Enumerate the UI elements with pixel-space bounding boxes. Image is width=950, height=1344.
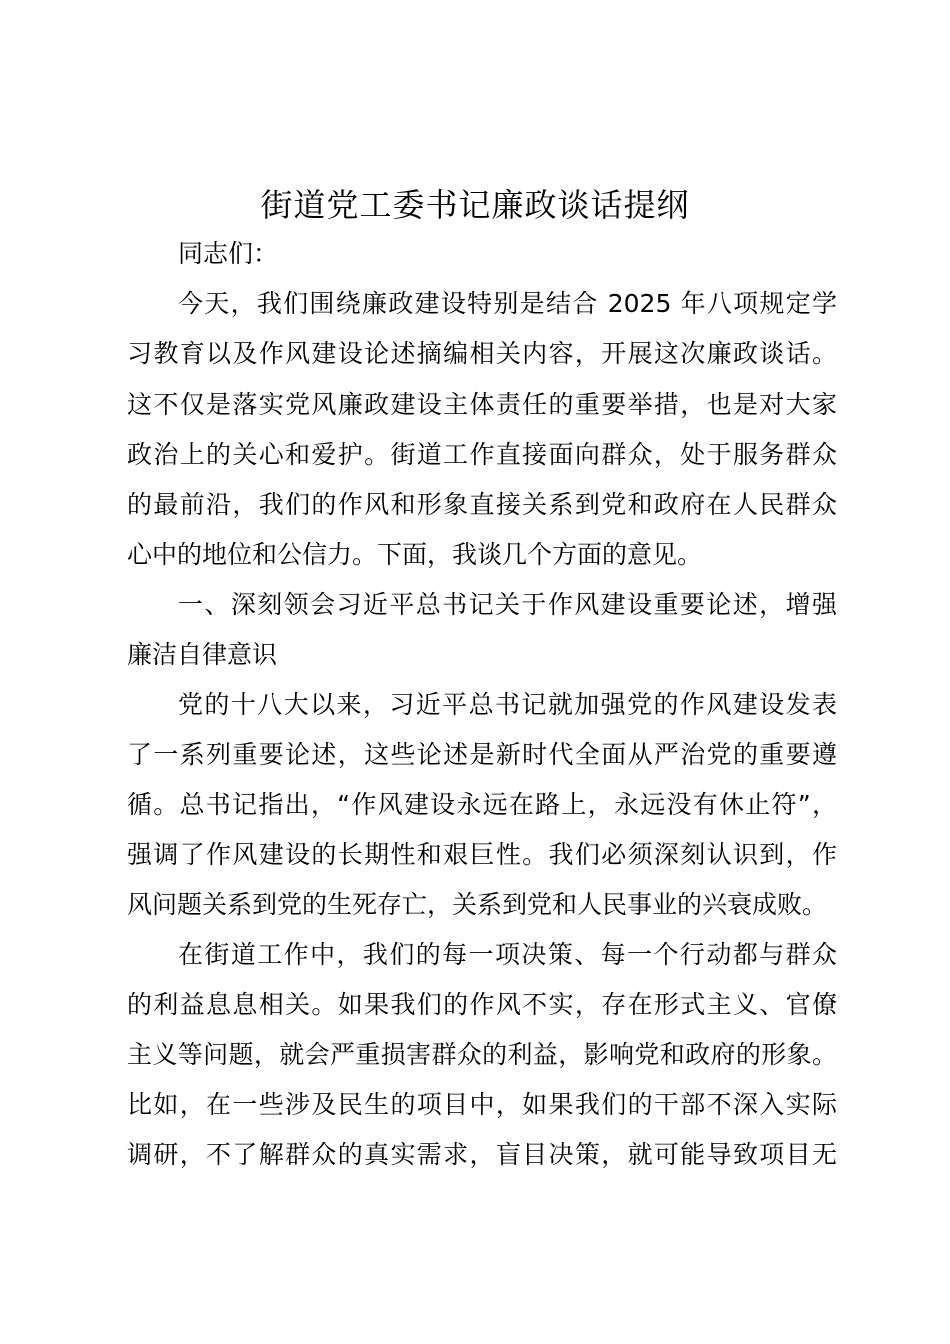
paragraph-line: 循。总书记指出，“作风建设永远在路上，永远没有休止符”，: [127, 790, 837, 819]
paragraph-line: 调研，不了解群众的真实需求，盲目决策，就可能导致项目无: [127, 1140, 837, 1169]
paragraph-line: 今天，我们围绕廉政建设特别是结合 2025 年八项规定学: [178, 289, 837, 318]
paragraph-line: 强调了作风建设的长期性和艰巨性。我们必须深刻认识到，作: [127, 840, 837, 869]
paragraph-line: 风问题关系到党的生死存亡，关系到党和人民事业的兴衰成败。: [127, 890, 828, 919]
paragraph-line: 的最前沿，我们的作风和形象直接关系到党和政府在人民群众: [127, 490, 837, 519]
document-title: 街道党工委书记廉政谈话提纲: [260, 186, 690, 224]
paragraph-line: 在街道工作中，我们的每一项决策、每一个行动都与群众: [178, 940, 837, 969]
paragraph-line: 的利益息息相关。如果我们的作风不实，存在形式主义、官僚: [127, 990, 837, 1019]
heading-line: 一、深刻领会习近平总书记关于作风建设重要论述，增强: [178, 590, 837, 619]
heading-line: 廉洁自律意识: [127, 640, 278, 669]
paragraph-line: 心中的地位和公信力。下面，我谈几个方面的意见。: [127, 540, 703, 569]
salutation: 同志们：: [178, 239, 279, 268]
paragraph-line: 习教育以及作风建设论述摘编相关内容，开展这次廉政谈话。: [127, 339, 837, 368]
paragraph-line: 主义等问题，就会严重损害群众的利益，影响党和政府的形象。: [127, 1040, 837, 1069]
paragraph-line: 政治上的关心和爱护。街道工作直接面向群众，处于服务群众: [127, 440, 837, 469]
paragraph-line: 党的十八大以来，习近平总书记就加强党的作风建设发表: [178, 690, 837, 719]
paragraph-line: 这不仅是落实党风廉政建设主体责任的重要举措，也是对大家: [127, 390, 837, 419]
paragraph-line: 比如，在一些涉及民生的项目中，如果我们的干部不深入实际: [127, 1090, 837, 1119]
paragraph-line: 了一系列重要论述，这些论述是新时代全面从严治党的重要遵: [127, 740, 837, 769]
